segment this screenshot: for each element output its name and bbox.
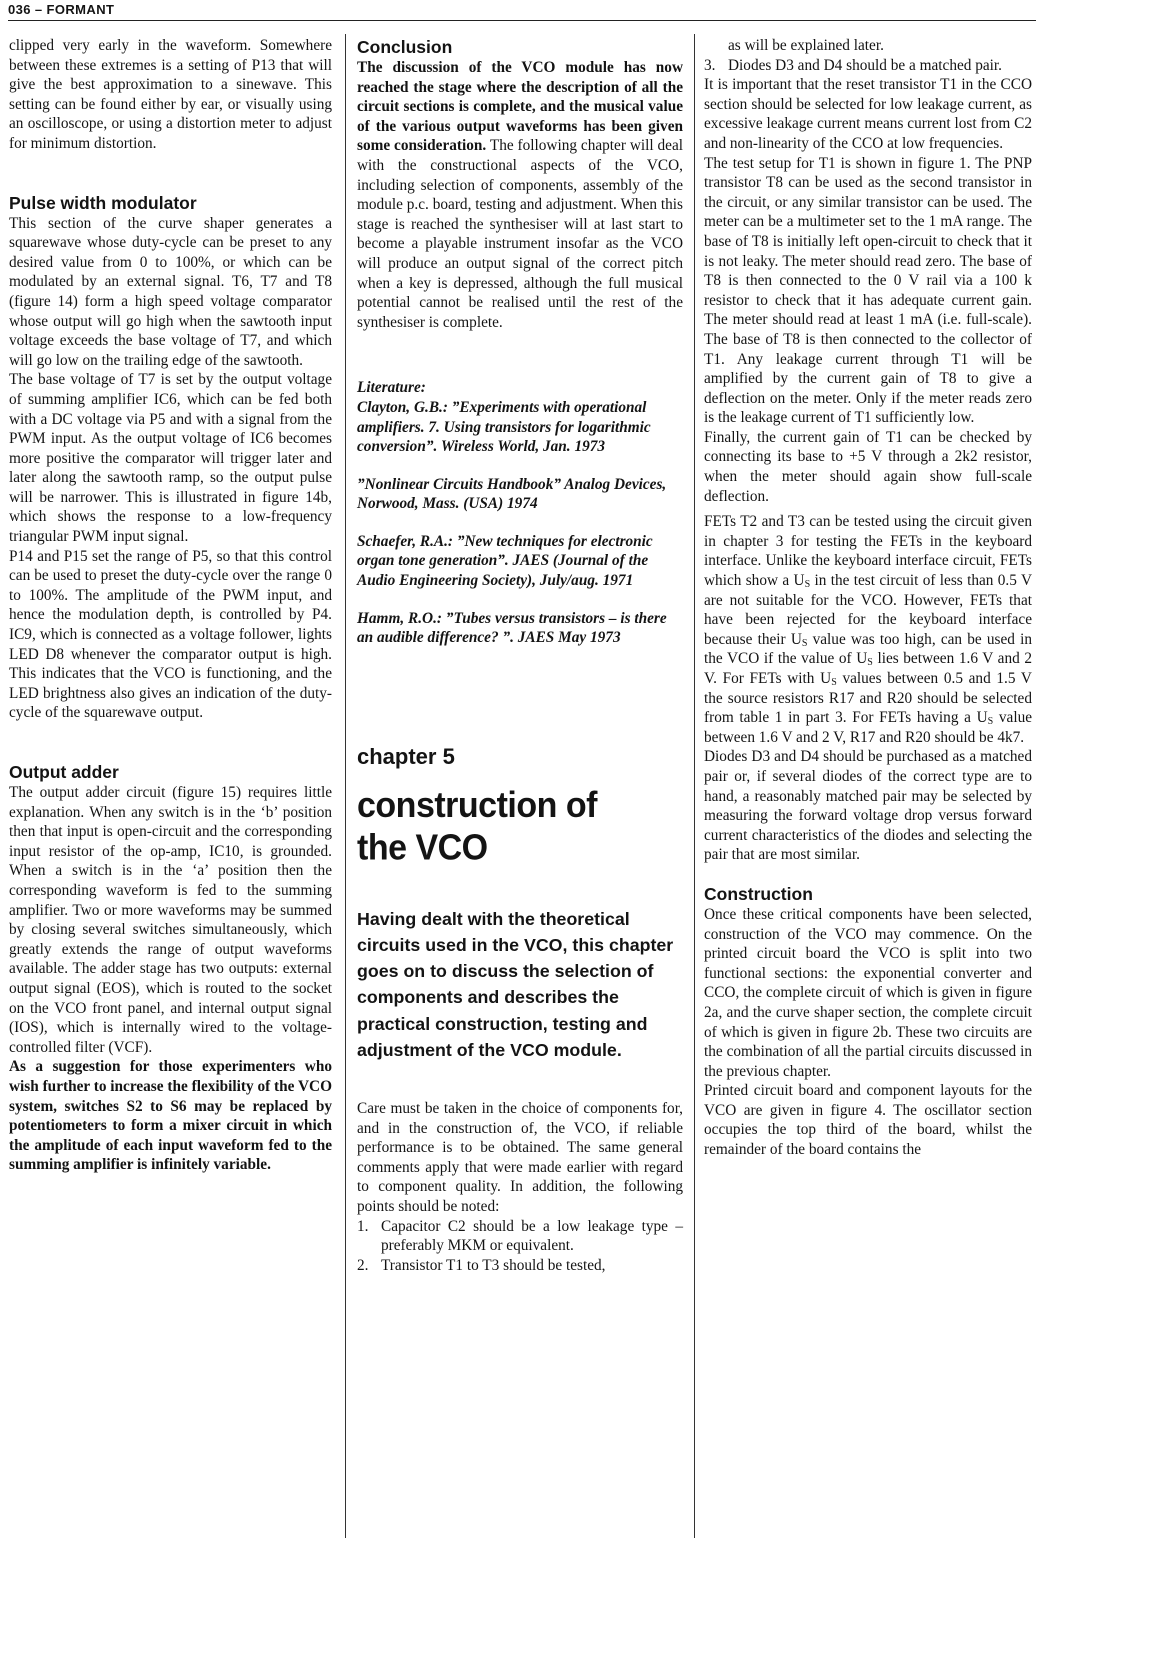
literature-ref-1: Literature: Clayton, G.B.: ”Experiments with operational amplifiers. 7. Using transistors for logarithmic conversion”. Wireless World, Jan. 1973 xyxy=(357,379,651,456)
column-middle xyxy=(357,36,683,1275)
chapter-title xyxy=(357,784,683,869)
literature-ref-3: Schaefer, R.A.: ”New techniques for electronic organ tone generation”. JAES (Journal of the Audio Engineering Society), July/aug. 1971 xyxy=(357,532,653,590)
paragraph-adder-1: The output adder circuit (figure 15) requires little explanation. When any switch is in the ‘b’ position then that input is open-circuit and the corresponding input resistor of the op-amp, IC10, is grounded. When a switch is in the ‘a’ position then the corresponding waveform is fed to the summing amplifier. Two or more waveforms may be summed by closing several switches simultaneously, which greatly extends the range of output waveforms available. The adder stage has two outputs: external output signal (EOS), which is routed to the socket on the VCO front panel, and internal output signal (IOS), which is internally wired to the voltage-controlled filter (VCF). xyxy=(9,784,332,1056)
column-right xyxy=(704,36,1032,1160)
heading-pulse-width-modulator: Pulse width modulator xyxy=(9,192,197,213)
literature-ref-2: ”Nonlinear Circuits Handbook” Analog Devices, Norwood, Mass. (USA) 1974 xyxy=(357,475,667,513)
column-divider-right xyxy=(694,34,695,1538)
paragraph-reset-transistor: It is important that the reset transistor T1 in the CCO section should be selected for low leakage current, as excessive leakage current means current lost from C2 and non-linearity of the CCO at low frequencies. xyxy=(704,76,1032,152)
conclusion-bold-text: The discussion of the VCO module has now reached the stage where the description of all the circuit sections is complete, and the musical value of the various output waveforms has been given some consideration. xyxy=(357,59,683,155)
heading-construction: Construction xyxy=(704,883,813,904)
paragraph-diodes: Diodes D3 and D4 should be purchased as a matched pair or, if several diodes of the correct type are to hand, a reasonably matched pair may be selected by measuring the forward voltage drop versus forward current characteristics of the diodes and selecting the pair that are most similar. xyxy=(704,748,1032,864)
list-item-number: 1. xyxy=(357,1217,369,1235)
requirements-list xyxy=(357,1217,683,1276)
literature-ref-4: Hamm, R.O.: ”Tubes versus transistors – is there an audible difference? ”. JAES May 1973 xyxy=(357,609,667,647)
paragraph-conclusion xyxy=(357,58,683,332)
paragraph-care: Care must be taken in the choice of components for, and in the construction of, the VCO, if reliable performance is to be obtained. The same general comments apply that were made earlier with regard to component quality. In addition, the following points should be noted: xyxy=(357,1100,683,1216)
paragraph-pwm-1: This section of the curve shaper generates a squarewave whose duty-cycle can be preset to any desired value from 0 to 100%, or which can be modulated by an external signal. T6, T7 and T8 (figure 14) form a high speed voltage comparator whose output will go high when the sawtooth input voltage exceeds the base voltage of T7, and which will go low on the trailing edge of the sawtooth. xyxy=(9,214,332,369)
paragraph-pwm-2: The base voltage of T7 is set by the output voltage of summing amplifier IC6, which can be fed both with a DC voltage via P5 and with a signal from the PWM input. As the output voltage of IC6 becomes more positive the comparator will trigger later and later along the sawtooth ramp, so the output pulse will be narrower. This is illustrated in figure 14b, which shows the response to a low-frequency triangular PWM input signal. xyxy=(9,371,332,546)
list-item-text: Diodes D3 and D4 should be a matched pair. xyxy=(728,56,1003,74)
paragraph-pwm-3: P14 and P15 set the range of P5, so that this control can be used to preset the duty-cycle over the range 0 to 100%. The amplitude of the PWM input, and hence the modulation depth, is controlled by P4. IC9, which is connected as a voltage follower, lights LED D8 whenever the comparator output is high. This indicates that the VCO is functioning, and the LED brightness also gives an indication of the duty-cycle of the squarewave output. xyxy=(9,547,332,722)
chapter-intro: Having dealt with the theoretical circuits used in the VCO, this chapter goes on to discuss the selection of components and describes the practical construction, testing and adjustment of the VCO module. xyxy=(357,908,674,1060)
paragraph-fet-testing: FETs T2 and T3 can be tested using the circuit given in chapter 3 for testing the FETs in the keyboard interface. Unlike the keyboard interface circuit, FETs which show a $U_S$ in the test circuit of less than 0.5 V are not suitable for the VCO. However, FETs that have been rejected for the keyboard interface because their $U_S$ value was too high, can be used in the VCO if the value of $U_S$ lies between 1.6 V and 2 V. For FETs with $U_S$ values between 0.5 and 1.5 V the source resistors R17 and R20 should be selected from table 1 in part 3. For FETs having a $U_S$ value between 1.6 V and 2 V, R17 and R20 should be 4k7. xyxy=(704,513,1033,746)
list-item xyxy=(357,1256,683,1276)
list-item-text: Capacitor C2 should be a low leakage type – preferably MKM or equivalent. xyxy=(381,1217,683,1255)
paragraph-intro: clipped very early in the waveform. Somewhere between these extremes is a setting of P13 that will give the best approximation to a sinewave. This setting can be found either by ear, or visually using an oscilloscope, or using a distortion meter to adjust for minimum distortion. xyxy=(9,37,332,152)
paragraph-test-setup: The test setup for T1 is shown in figure 1. The PNP transistor T8 can be used as the second transistor in the circuit, or any similar transistor can be used. The meter can be a multimeter set to the 1 mA range. The base of T8 is initially left open-circuit to check that it is not leaky. The meter should read zero. The base of T8 is then connected to the 0 V rail via a 100 k resistor to check that it has adequate current gain. The meter should read at least 1 mA (i.e. full-scale). The base of T8 is then connected to the collector of T1. Any leakage current through T1 will be amplified by the current gain of T8 to give a deflection on the meter. Only if the meter reads zero is the leakage current of T1 sufficiently low. xyxy=(704,154,1032,427)
column-divider-left xyxy=(345,34,346,1538)
heading-conclusion: Conclusion xyxy=(357,37,453,57)
paragraph-adder-2: As a suggestion for those experimenters who wish further to increase the flexibility of the VCO system, switches S2 to S6 may be replaced by potentiometers to form a mixer circuit in which the amplitude of each input waveform fed to the summing amplifier is infinitely variable. xyxy=(9,1058,332,1174)
paragraph-construction-1: Once these critical components have been selected, construction of the VCO may commence. On the printed circuit board the VCO is split into two functional sections: the exponential converter and CCO, the complete circuit of which is given in figure 2a, and the curve shaper section, the complete circuit of which is given in figure 2b. These two circuits are the combination of all the partial circuits discussed in the previous chapter. xyxy=(704,905,1032,1080)
column-left xyxy=(9,36,332,1175)
page-label: 036 – FORMANT xyxy=(8,2,115,17)
chapter-title-line-2: the VCO xyxy=(357,827,488,868)
heading-output-adder: Output adder xyxy=(9,762,119,782)
requirements-list-continued xyxy=(704,56,1032,76)
paragraph-current-gain: Finally, the current gain of T1 can be checked by connecting its base to +5 V through a 2k2 resistor, when the meter should again show full-scale deflection. xyxy=(704,428,1032,505)
list-item xyxy=(704,56,1032,76)
list-item-number: 3. xyxy=(704,56,716,74)
list-item xyxy=(357,1217,683,1256)
conclusion-text: The following chapter will deal with the constructional aspects of the VCO, including selection of components, assembly of the module p.c. board, testing and adjustment. When this stage is reached the synthesiser will at last start to become a playable instrument insofar as the VCO will produce an output signal of the correct pitch when a key is depressed, although the full musical potential cannot be realised until the rest of the synthesiser is complete. xyxy=(357,137,683,331)
chapter-label: chapter 5 xyxy=(357,743,455,769)
list-continuation: as will be explained later. xyxy=(728,37,884,54)
page-header xyxy=(8,2,1036,21)
list-item-number: 2. xyxy=(357,1256,369,1274)
paragraph-construction-2: Printed circuit board and component layouts for the VCO are given in figure 4. The oscillator section occupies the top third of the board, whilst the remainder of the board contains the xyxy=(704,1082,1032,1159)
list-item-text: Transistor T1 to T3 should be tested, xyxy=(381,1256,606,1274)
chapter-title-line-1: construction of xyxy=(357,784,597,826)
